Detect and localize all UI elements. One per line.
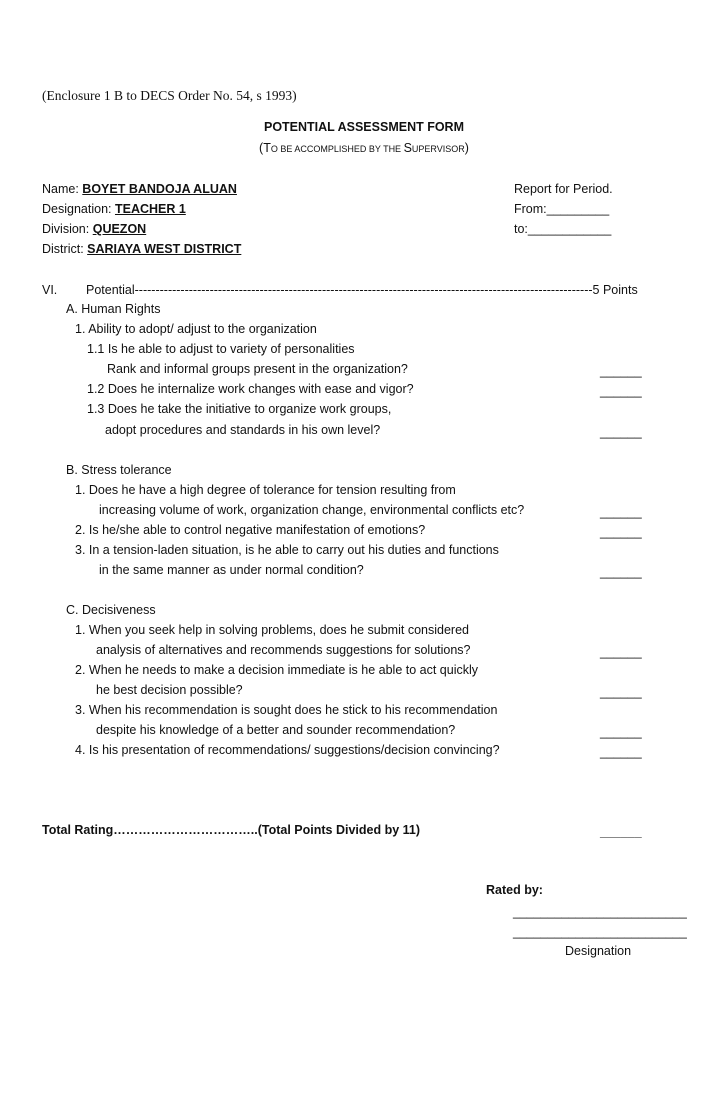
district-label: District: — [42, 242, 88, 256]
subtitle-s: S — [403, 141, 412, 155]
division-label: Division: — [42, 222, 93, 236]
subtitle-part1: O BE ACCOMPLISHED BY THE — [270, 144, 404, 154]
item-c1: 1. When you seek help in solving problems, does he submit considered — [75, 623, 469, 637]
name-value: BOYET BANDOJA ALUAN — [82, 182, 237, 196]
from-row — [514, 202, 609, 216]
section-heading: Potential--------------------------------------------------------------------------------------------------------------5 Points — [86, 283, 638, 297]
item-b3-cont: in the same manner as under normal condition? — [99, 563, 364, 577]
rating-blank-c4[interactable]: ______ — [600, 745, 642, 759]
item-b2: 2. Is he/she able to control negative manifestation of emotions? — [75, 523, 426, 537]
rating-blank-b2[interactable]: ______ — [600, 525, 642, 539]
item-a1-3-cont: adopt procedures and standards in his own level? — [105, 423, 381, 437]
rating-blank-c2[interactable]: ______ — [600, 685, 642, 699]
rating-blank-b1[interactable]: ______ — [600, 505, 642, 519]
rating-blank-a1-1[interactable]: ______ — [600, 364, 642, 378]
division-row — [42, 222, 146, 236]
name-label: Name: — [42, 182, 83, 196]
item-c4: 4. Is his presentation of recommendations/ suggestions/decision convincing? — [75, 743, 500, 757]
item-a1-1-cont: Rank and informal groups present in the organization? — [107, 362, 408, 376]
item-a1-1: 1.1 Is he able to adjust to variety of personalities — [87, 342, 355, 356]
designation-row — [42, 202, 186, 216]
item-a1-2: 1.2 Does he internalize work changes with ease and vigor? — [87, 382, 414, 396]
section-numeral: VI. — [42, 283, 58, 297]
section-b-heading: B. Stress tolerance — [66, 463, 172, 477]
total-rating-blank[interactable]: ______ — [600, 825, 642, 839]
item-c2-cont: he best decision possible? — [96, 683, 243, 697]
rating-blank-a1-2[interactable]: ______ — [600, 384, 642, 398]
form-title: POTENTIAL ASSESSMENT FORM — [263, 120, 464, 134]
rating-blank-a1-3[interactable]: ______ — [600, 425, 642, 439]
designation-label: Designation: — [42, 202, 115, 216]
subtitle-close: ) — [464, 141, 469, 155]
designation-caption: Designation — [565, 944, 632, 958]
item-a1: 1. Ability to adopt/ adjust to the organization — [75, 322, 317, 336]
district-value: SARIAYA WEST DISTRICT — [87, 242, 242, 256]
report-period-label: Report for Period. — [514, 182, 613, 196]
rated-by-label: Rated by: — [486, 883, 543, 897]
to-label: to: — [514, 222, 528, 236]
division-value: QUEZON — [92, 222, 147, 236]
signature-line[interactable]: _________________________ — [513, 905, 687, 919]
item-c3: 3. When his recommendation is sought does he stick to his recommendation — [75, 703, 498, 717]
subtitle-open: (T — [259, 141, 271, 155]
designation-line[interactable]: _________________________ — [513, 925, 687, 939]
name-row — [42, 182, 237, 196]
rating-blank-c1[interactable]: ______ — [600, 645, 642, 659]
item-b3: 3. In a tension-laden situation, is he able to carry out his duties and functions — [75, 543, 499, 557]
district-row — [42, 242, 241, 256]
item-b1: 1. Does he have a high degree of tolerance for tension resulting from — [75, 483, 456, 497]
to-row — [514, 222, 611, 236]
enclosure-reference: (Enclosure 1 B to DECS Order No. 54, s 1993) — [42, 88, 297, 103]
item-b1-cont: increasing volume of work, organization change, environmental conflicts etc? — [99, 503, 525, 517]
rating-blank-c3[interactable]: ______ — [600, 725, 642, 739]
subtitle-part2: UPERVISOR — [411, 144, 465, 154]
section-a-heading: A. Human Rights — [66, 302, 161, 316]
item-c3-cont: despite his knowledge of a better and sounder recommendation? — [96, 723, 456, 737]
total-rating-label: Total Rating……………………………..(Total Points Divided by 11) — [42, 823, 421, 837]
from-label: From: — [514, 202, 547, 216]
item-a1-3: 1.3 Does he take the initiative to organize work groups, — [87, 402, 392, 416]
item-c2: 2. When he needs to make a decision immediate is he able to act quickly — [75, 663, 478, 677]
designation-value: TEACHER 1 — [114, 202, 186, 216]
from-blank[interactable]: _________ — [546, 202, 610, 216]
form-subtitle — [0, 141, 728, 155]
rating-blank-b3[interactable]: ______ — [600, 565, 642, 579]
section-c-heading: C. Decisiveness — [66, 603, 156, 617]
to-blank[interactable]: ____________ — [527, 222, 612, 236]
item-c1-cont: analysis of alternatives and recommends suggestions for solutions? — [96, 643, 471, 657]
